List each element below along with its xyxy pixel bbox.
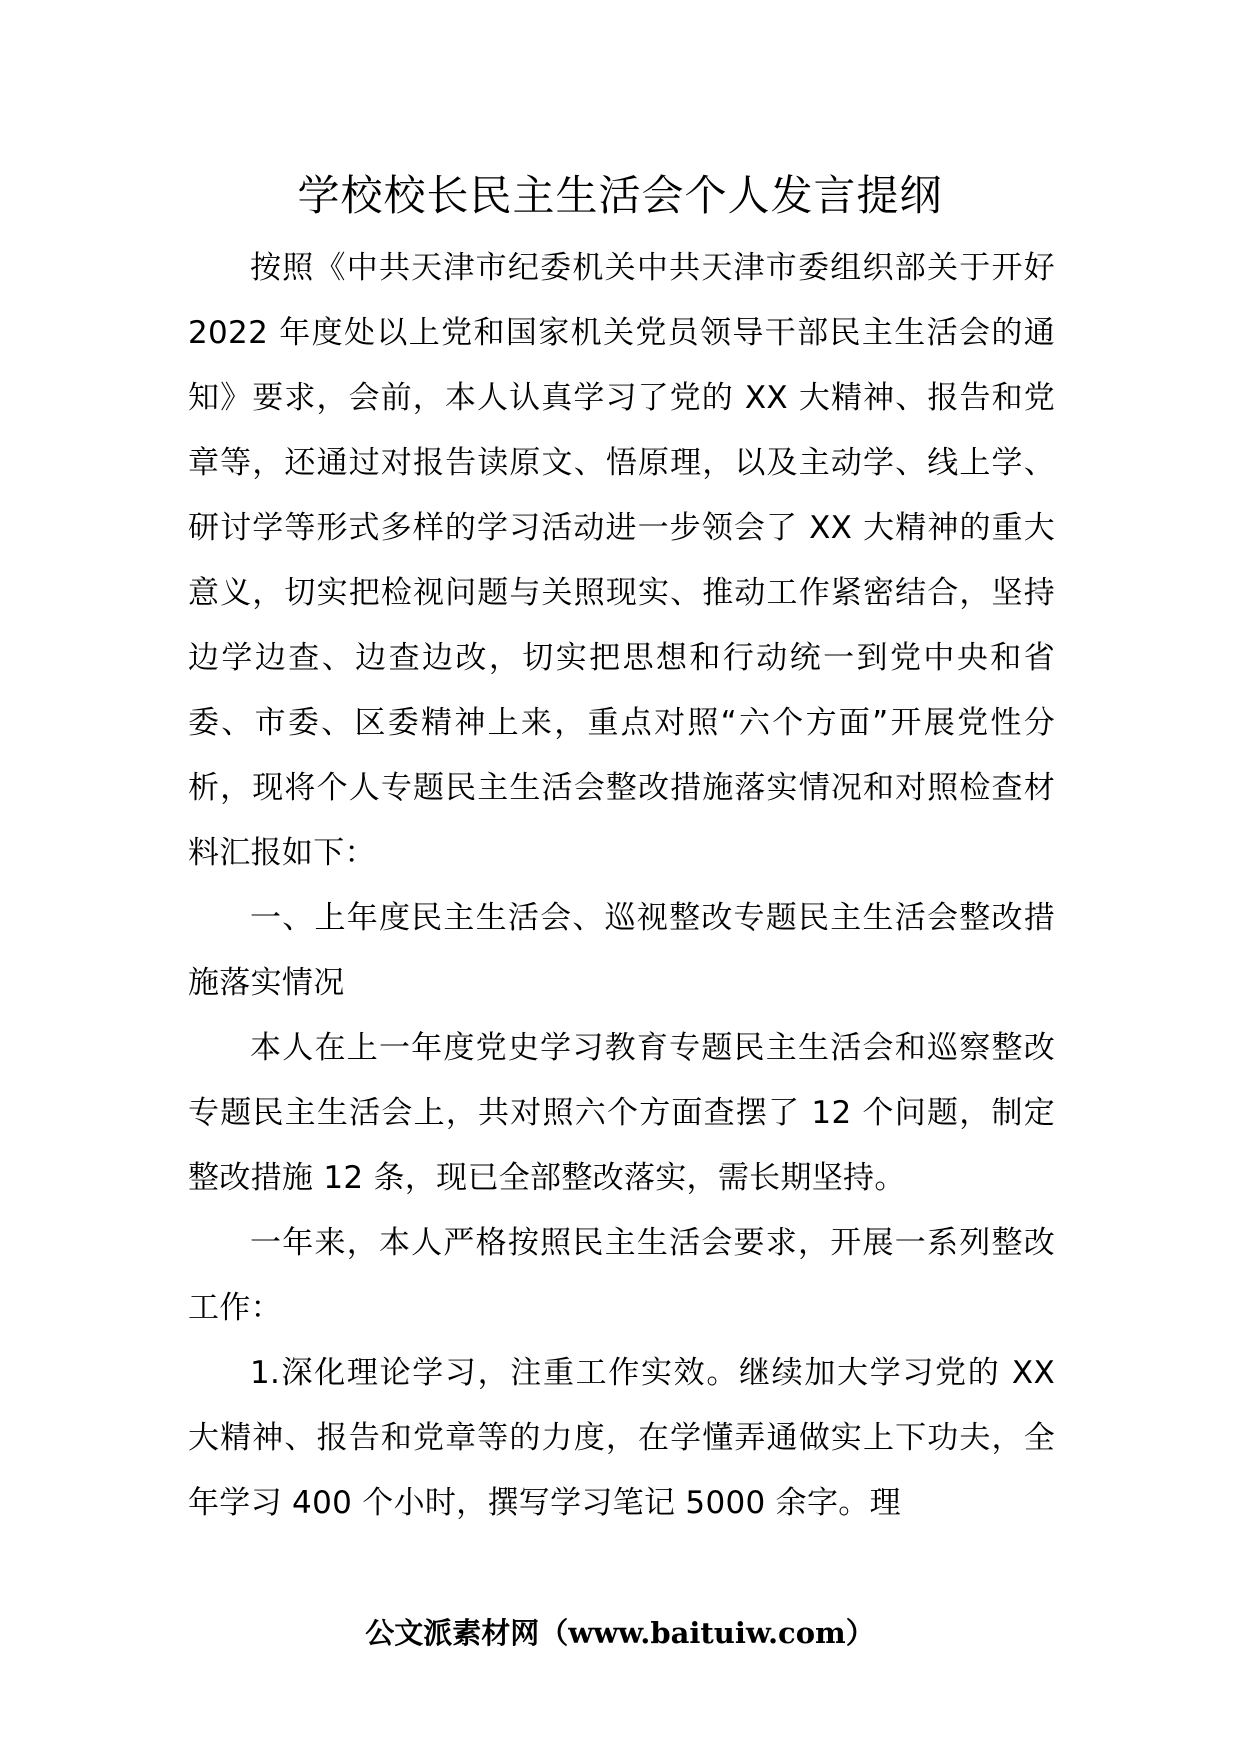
paragraph-rectification-work: 一年来，本人严格按照民主生活会要求，开展一系列整改工作： xyxy=(188,1225,1055,1326)
footer-watermark: 公文派素材网（www.baituiw.com） xyxy=(365,1616,875,1650)
paragraph-item-1: 1.深化理论学习，注重工作实效。继续加大学习党的 XX 大精神、报告和党章等的力度，在学懂弄通做实上下功夫，全年学习 400 个小时，撰写学习笔记 5000 余字。理 xyxy=(188,1355,1055,1521)
document-title: 学校校长民主生活会个人发言提纲 xyxy=(297,171,943,220)
paragraph-previous-year: 本人在上一年度党史学习教育专题民主生活会和巡察整改专题民主生活会上，共对照六个方面查摆了 12 个问题，制定整改措施 12 条，现已全部整改落实，需长期坚持。 xyxy=(188,1030,1055,1196)
paragraph-intro: 按照《中共天津市纪委机关中共天津市委组织部关于开好 2022 年度处以上党和国家机关党员领导干部民主生活会的通知》要求，会前，本人认真学习了党的 XX 大精神、报告和党章等，还通过对报告读原文、悟原理，以及主动学、线上学、研讨学等形式多样的学习活动进一步领会了 XX 大精神的重大意义，切实把检视问题与关照现实、推动工作紧密结合，坚持边学边查、边查边改，切实把思想和行动统一到党中央和省委、市委、区委精神上来，重点对照“六个方面”开展党性分析，现将个人专题民主生活会整改措施落实情况和对照检查材料汇报如下： xyxy=(188,250,1055,871)
document-body xyxy=(188,236,1055,1536)
section-heading-1: 一、上年度民主生活会、巡视整改专题民主生活会整改措施落实情况 xyxy=(188,900,1055,1001)
